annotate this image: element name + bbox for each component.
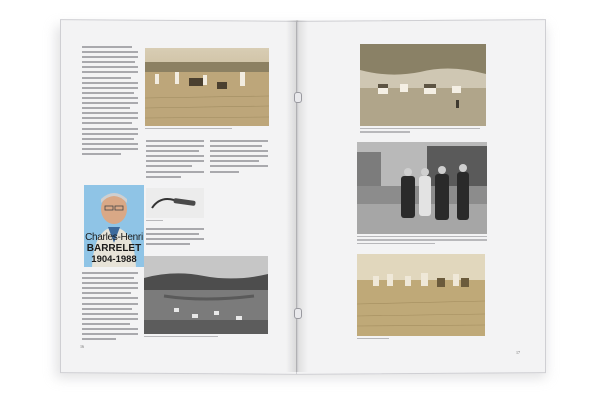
field-workers-photo <box>357 254 485 336</box>
left-col1-text-top <box>82 46 138 176</box>
right-page-number: 17 <box>516 350 520 355</box>
left-page-number: 16 <box>80 344 84 349</box>
sickle-caption <box>146 220 204 225</box>
family-group-photo <box>357 142 487 234</box>
haymaking-caption <box>145 128 269 133</box>
portrait-last-name: BARRELET <box>86 243 142 254</box>
page-gutter <box>286 20 308 372</box>
left-col3-text <box>210 140 268 184</box>
family-caption <box>357 236 487 250</box>
sickle-photo <box>146 188 204 218</box>
haymaking-photo <box>145 48 269 126</box>
left-col2-text <box>146 140 204 184</box>
portrait-name-label <box>84 232 144 265</box>
staple-bottom <box>294 308 302 319</box>
village-caption <box>144 336 268 341</box>
left-col2-text-mid <box>146 228 204 252</box>
field-workers-caption <box>357 338 485 343</box>
staple-top <box>294 92 302 103</box>
portrait-years: 1904-1988 <box>91 254 137 265</box>
village-sepia-caption <box>360 128 486 137</box>
portrait-first-name: Charles-Henri <box>85 232 143 243</box>
left-col1-text-bottom <box>82 272 138 344</box>
village-landscape-photo <box>144 256 268 334</box>
village-sepia-photo <box>360 44 486 126</box>
